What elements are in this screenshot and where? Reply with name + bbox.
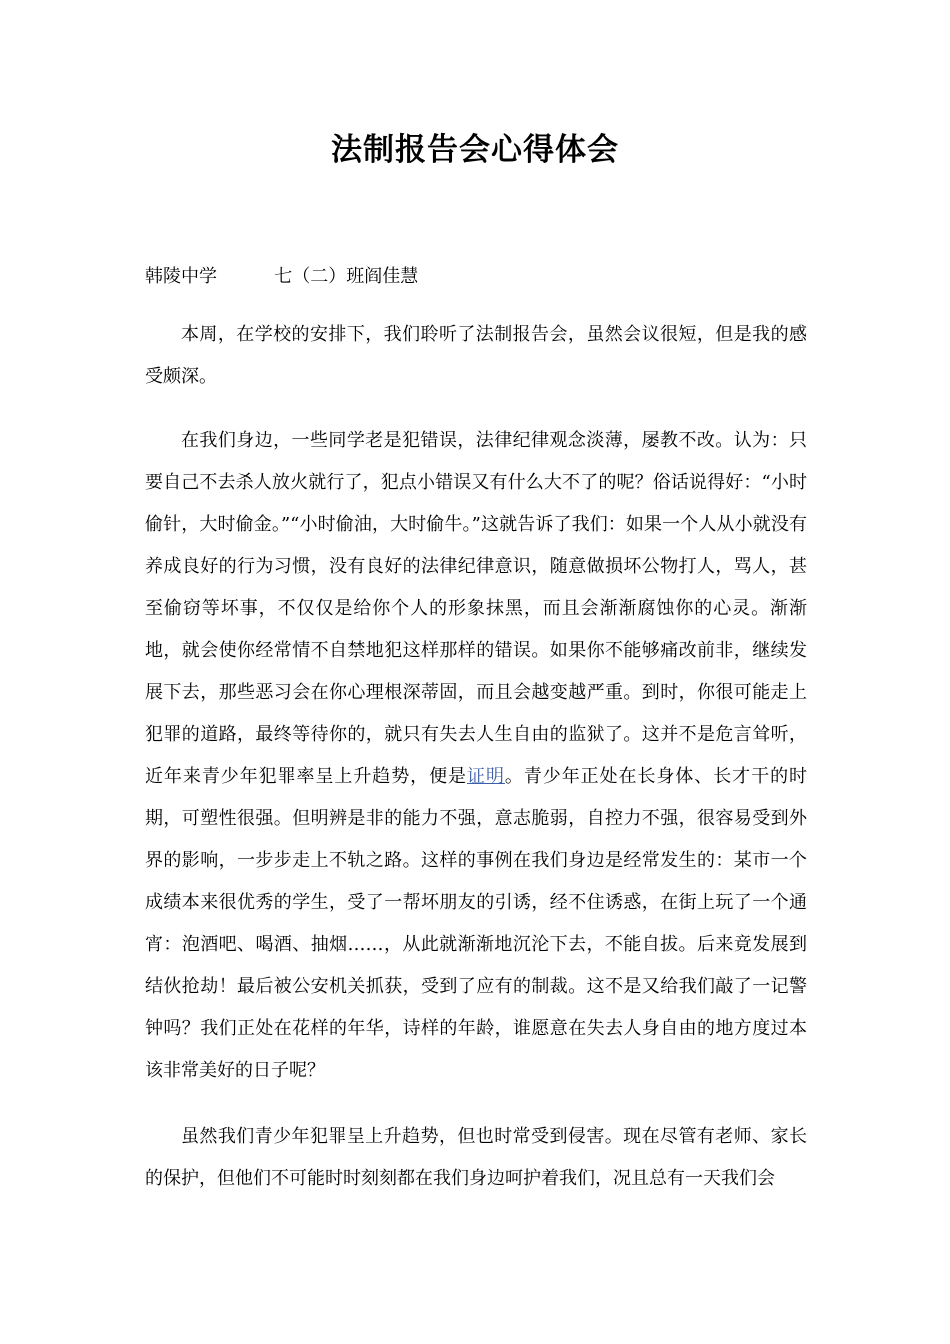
document-title: 法制报告会心得体会 xyxy=(331,132,619,168)
paragraph-1: 本周，在学校的安排下，我们聆听了法制报告会，虽然会议很短，但是我的感受颇深。 xyxy=(145,324,807,387)
paragraph-2-text-b: 。青少年正处在长身体、长才干的时期，可塑性很强。但明辨是非的能力不强，意志脆弱，自控力不强，很容易受到外界的影响，一步步走上不轨之路。这样的事例在我们身边是经常发生的：某市一个成绩本来很优秀的学生，受了一帮坏朋友的引诱，经不住诱惑，在街上玩了一个通宵：泡酒吧、喝酒、抽烟……，从此就渐渐地沉沦下去，不能自拔。后来竟发展到结伙抢劫！最后被公安机关抓获，受到了应有的制裁。这不是又给我们敲了一记警钟吗？我们正处在花样的年华，诗样的年龄，谁愿意在失去人身自由的地方度过本该非常美好的日子呢？ xyxy=(145,766,808,1081)
proof-link[interactable]: 证明 xyxy=(467,766,505,787)
paragraph-3: 虽然我们青少年犯罪呈上升趋势，但也时常受到侵害。现在尽管有老师、家长的保护，但他们不可能时时刻刻都在我们身边呵护着我们，况且总有一天我们会 xyxy=(145,1126,807,1189)
paragraph-2-text-a: 在我们身边，一些同学老是犯错误，法律纪律观念淡薄，屡教不改。认为：只要自己不去杀人放火就行了，犯点小错误又有什么大不了的呢？俗话说得好：“小时偷针，大时偷金。”“小时偷油，大时偷牛。”这就告诉了我们：如果一个人从小就没有养成良好的行为习惯，没有良好的法律纪律意识，随意做损坏公物打人，骂人，甚至偷窃等坏事，不仅仅是给你个人的形象抹黑，而且会渐渐腐蚀你的心灵。渐渐地，就会使你经常情不自禁地犯这样那样的错误。如果你不能够痛改前非，继续发展下去，那些恶习会在你心理根深蒂固，而且会越变越严重。到时，你很可能走上犯罪的道路，最终等待你的，就只有失去人生自由的监狱了。这并不是危言耸听，近年来青少年犯罪率呈上升趋势，便是 xyxy=(145,430,807,787)
author-byline: 韩陵中学 七（二）班阎佳慧 xyxy=(145,266,419,287)
paragraph-2 xyxy=(145,420,807,1092)
